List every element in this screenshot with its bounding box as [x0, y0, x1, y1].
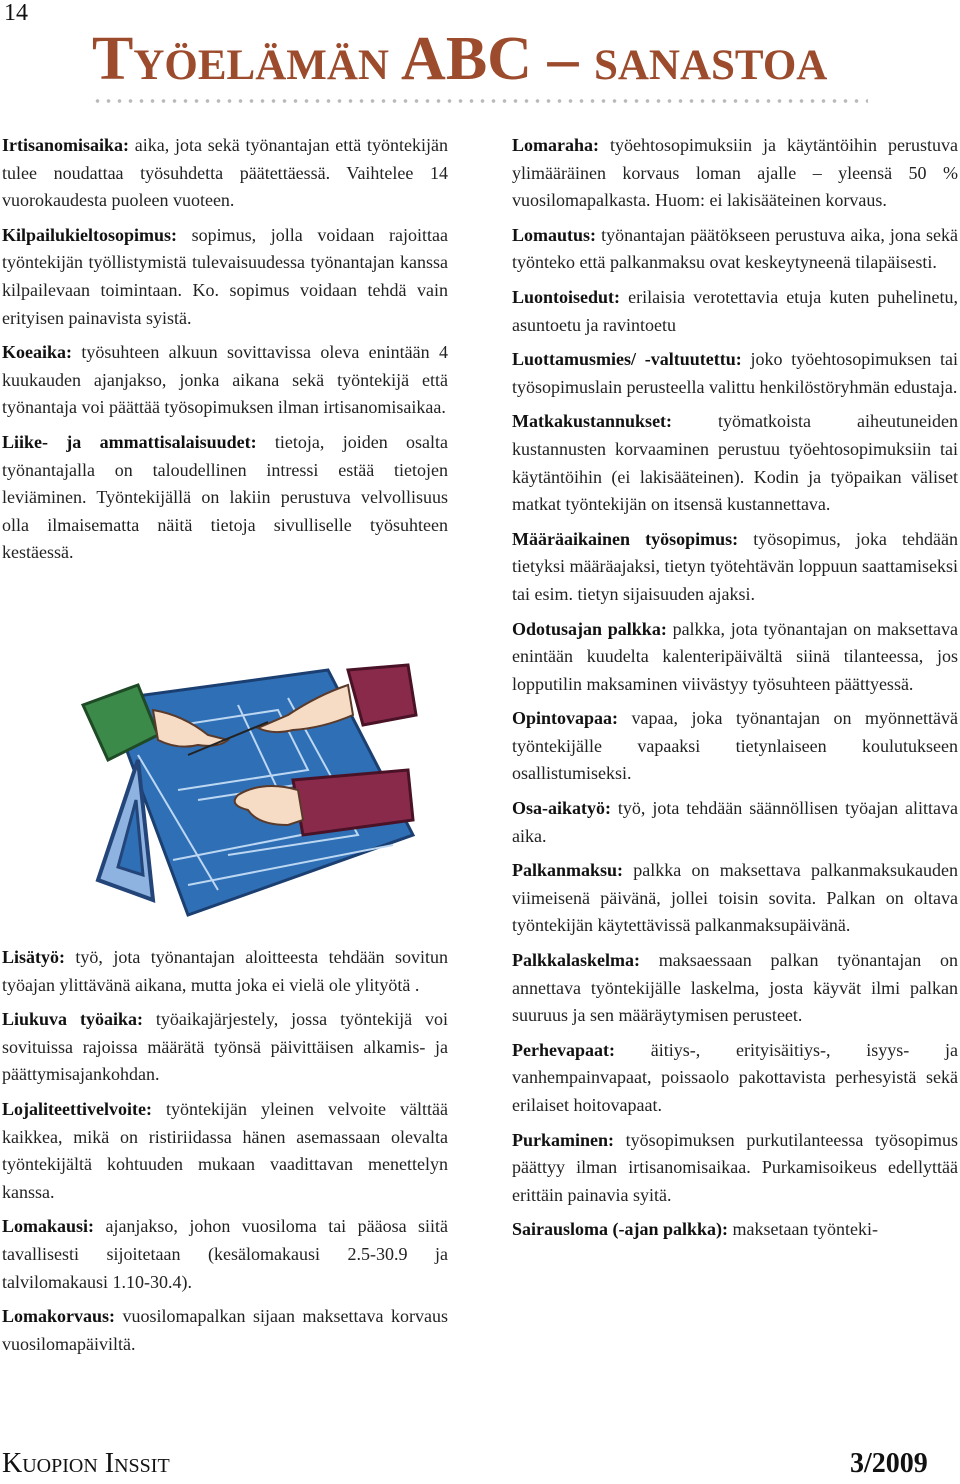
glossary-entry: [2, 944, 448, 999]
entry-term: Purkaminen:: [512, 1129, 615, 1150]
glossary-entry: [512, 795, 958, 850]
glossary-entry: [512, 346, 958, 401]
glossary-entry: [512, 132, 958, 215]
entry-definition: palkka on maksettava palkanmaksukauden viimeisenä päivänä, jollei toisin sovita. Palkan on oltava työntekijän käytettävissä palkanmaksupäivänä.: [512, 860, 958, 936]
entry-definition: työaikajärjestely, jossa työntekijä voi sovituissa rajoissa määrätä työnsä päivittäisen alkamis- ja päättymisajankohdan.: [2, 1009, 448, 1085]
blueprint-hands-illustration: [78, 660, 418, 920]
glossary-entry: [2, 339, 448, 422]
entry-term: Odotusajan palkka:: [512, 618, 667, 639]
publication-name: Kuopion Inssit: [2, 1448, 170, 1479]
glossary-entry: [512, 1037, 958, 1120]
glossary-entry: [512, 284, 958, 339]
glossary-entry: [2, 1096, 448, 1206]
entry-term: Perhevapaat:: [512, 1039, 615, 1060]
left-column-bottom: [2, 944, 448, 1365]
entry-term: Lomakorvaus:: [2, 1306, 116, 1327]
entry-term: Palkanmaksu:: [512, 860, 624, 881]
entry-term: Osa-aikatyö:: [512, 798, 611, 819]
entry-term: Lomaraha:: [512, 135, 599, 155]
entry-definition: tietoja, joiden osalta työnantajalla on taloudellinen intressi estää tietojen leviäminen. Työntekijällä on lakiin perustuva velvollisuus olla ilmaisematta näitä tietoja sivulliselle työsuhteen kestäessä.: [2, 431, 448, 563]
page-title: Työelämän ABC – sanastoa: [92, 25, 828, 93]
maroon-sleeve-top: [348, 665, 416, 725]
entry-definition: työmatkoista aiheutuneiden kustannusten korvaaminen perustuu työehtosopimuksiin tai käytäntöihin (ei lakisääteinen). Kodin ja työpaikan väliset matkat työntekijän on itsensä kustannettava.: [512, 411, 958, 515]
entry-definition: vapaa, joka työnantajan on myönnettävä työntekijälle vapaaksi tietynlaiseen koulutukseen osallistumiseksi.: [512, 708, 958, 784]
glossary-entry: [2, 222, 448, 332]
entry-definition: työehtosopimuksiin ja käytäntöihin perustuva ylimääräinen korvaus loman ajalle – yleensä 50 % vuosilomapalkasta. Huom: ei lakisääteinen korvaus.: [512, 135, 958, 211]
entry-definition: työsuhteen alkuun sovittavissa oleva enintään 4 kuukauden ajanjakso, jonka aikana sekä työntekijä että työnantaja voi päättää työsopimuksen ilman irtisanomisaikaa.: [2, 342, 448, 418]
glossary-entry: [512, 408, 958, 518]
glossary-entry: [2, 1303, 448, 1358]
entry-term: Lojaliteettivelvoite:: [2, 1098, 152, 1119]
entry-definition: palkka, jota työnantajan on maksettava enintään kuudelta kalenteripäivältä siinä tilanteessa, jos lopputilin maksaminen viivästyy työsuhteen päättyessä.: [512, 618, 958, 694]
entry-term: Sairausloma (-ajan palkka):: [512, 1219, 729, 1240]
issue-number: 3/2009: [850, 1448, 928, 1479]
entry-term: Palkkalaskelma:: [512, 950, 641, 971]
glossary-entry: [512, 705, 958, 788]
glossary-entry: [512, 526, 958, 609]
entry-definition: työ, jota työnantajan aloitteesta tehdään sovitun työajan ylittävänä aikana, mutta joka ei vielä ole ylityötä .: [2, 947, 448, 995]
entry-term: Liukuva työaika:: [2, 1009, 143, 1030]
page-number: 14: [4, 0, 28, 26]
left-column-top: [2, 132, 448, 574]
entry-definition: työsopimus, joka tehdään tietyksi määräajaksi, tietyn työtehtävän loppuun saattamiseksi tai esim. tietyn sijaisuuden ajaksi.: [512, 528, 958, 604]
entry-term: Lomakausi:: [2, 1216, 95, 1237]
entry-definition: maksetaan työnteki-: [728, 1219, 878, 1240]
glossary-entry: [2, 132, 448, 215]
entry-definition: ajanjakso, johon vuosiloma tai pääosa siitä tavallisesti sijoitetaan (kesälomakausi 2.5-30.9 ja talvilomakausi 1.10-30.4).: [2, 1216, 448, 1292]
entry-definition: työ, jota tehdään säännöllisen työajan alittava aika.: [512, 798, 958, 846]
entry-definition: työntekijän yleinen velvoite välttää kaikkea, mikä on ristiriidassa hänen asemassaan olevalta työntekijältä kohtuuden mukaan vaadittavan menettelyn kanssa.: [2, 1098, 448, 1202]
glossary-entry: [2, 1006, 448, 1089]
entry-term: Luottamusmies/ -valtuutettu:: [512, 349, 742, 370]
glossary-entry: [512, 1127, 958, 1210]
entry-definition: vuosilomapalkan sijaan maksettava korvaus vuosilomapäiviltä.: [2, 1306, 448, 1354]
entry-definition: sopimus, jolla voidaan rajoittaa työntekijän työllistymistä tulevaisuudessa työnantajan kanssa kilpailevaan toimintaan. Ko. sopimus voidaan tehdä vain erityisen painavista syistä.: [2, 224, 448, 328]
entry-definition: joko työehtosopimuksen tai työsopimuslain perusteella valittu henkilöstöryhmän edustaja.: [512, 349, 958, 397]
entry-definition: työnantajan päätökseen perustuva aika, jona sekä työnteko että palkanmaksu ovat keskeytyneenä tilapäisesti.: [512, 224, 958, 273]
glossary-entry: [512, 616, 958, 699]
glossary-entry: [512, 222, 958, 277]
glossary-entry: [512, 857, 958, 940]
entry-term: Lisätyö:: [2, 947, 65, 967]
entry-definition: aika, jota sekä työnantajan että työntekijän tulee noudattaa työsuhdetta päätettäessä. Vaihtelee 14 vuorokaudesta puoleen vuoteen.: [2, 135, 448, 211]
entry-term: Määräaikainen työsopimus:: [512, 528, 739, 549]
entry-term: Lomautus:: [512, 224, 597, 245]
glossary-entry: [2, 429, 448, 567]
glossary-entry: [512, 1216, 958, 1244]
entry-definition: työsopimuksen purkutilanteessa työsopimus päättyy ilman irtisanomisaikaa. Purkamisoikeus edellyttää erittäin painavia syitä.: [512, 1129, 958, 1205]
entry-definition: erilaisia verotettavia etuja kuten puhelinetu, asuntoetu ja ravintoetu: [512, 286, 958, 335]
glossary-entry: [2, 1213, 448, 1296]
entry-term: Irtisanomisaika:: [2, 135, 130, 155]
entry-definition: äitiys-, erityisäitiys-, isyys- ja vanhempainvapaat, poissaolo pakottavista perhesyistä sekä erilaiset hoitovapaat.: [512, 1039, 958, 1115]
entry-term: Luontoisedut:: [512, 286, 621, 307]
entry-term: Koeaika:: [2, 342, 72, 363]
entry-term: Opintovapaa:: [512, 708, 619, 729]
entry-definition: maksaessaan palkan työnantajan on annettava työntekijälle laskelma, josta käyvät ilmi palkan suuruus ja sen määräytymisen perusteet.: [512, 950, 958, 1026]
right-column: [512, 132, 958, 1251]
entry-term: Matkakustannukset:: [512, 411, 673, 432]
entry-term: Liike- ja ammattisalaisuudet:: [2, 431, 257, 452]
dotted-divider: [92, 98, 868, 104]
glossary-entry: [512, 947, 958, 1030]
entry-term: Kilpailukieltosopimus:: [2, 224, 178, 245]
